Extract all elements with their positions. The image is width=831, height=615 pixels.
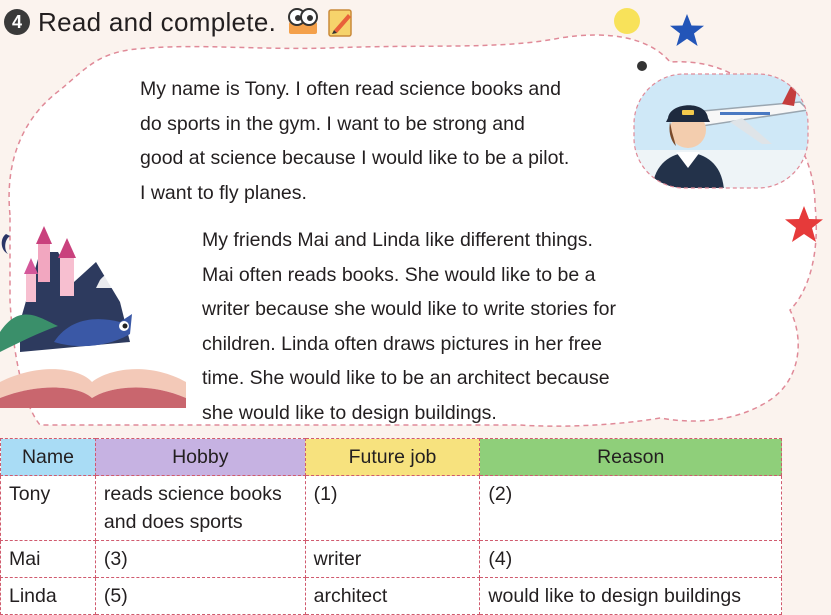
cell-job: writer	[305, 541, 480, 578]
open-book-castle-illustration	[0, 222, 186, 418]
cell-job: architect	[305, 578, 480, 615]
cell-hobby-blank[interactable]: (5)	[95, 578, 305, 615]
cell-name: Linda	[1, 578, 96, 615]
reading-eyes-icon	[286, 6, 320, 36]
text-line: time. She would like to be an architect because	[202, 367, 610, 389]
pilot-illustration	[632, 72, 810, 190]
yellow-dot	[612, 6, 642, 36]
pencil-icon	[326, 6, 356, 38]
text-line: good at science because I would like to be a pilot.	[140, 147, 570, 169]
cell-name: Mai	[1, 541, 96, 578]
header-reason: Reason	[480, 439, 782, 476]
cell-reason: would like to design buildings	[480, 578, 782, 615]
text-line: My name is Tony. I often read science books and	[140, 78, 561, 100]
table-header-row	[1, 439, 782, 476]
exercise-title: Read and complete.	[38, 6, 277, 37]
text-line: writer because she would like to write stories for	[202, 298, 617, 320]
text-line: she would like to design buildings.	[202, 401, 497, 424]
passage-paragraph-2	[202, 223, 616, 430]
text-line: do sports in the gym. I want to be strong and	[140, 112, 525, 135]
cell-hobby-blank[interactable]: (3)	[95, 541, 305, 578]
blue-star-icon	[668, 12, 706, 48]
completion-table-wrapper	[0, 438, 782, 615]
passage-paragraph-1	[140, 72, 569, 210]
exercise-number: 4	[4, 9, 30, 35]
cell-hobby-line: reads science books	[103, 483, 282, 505]
text-line: children. Linda often draws pictures in her free	[202, 332, 602, 355]
table-row	[1, 541, 782, 578]
cell-reason-blank[interactable]: (2)	[480, 476, 782, 541]
cell-hobby-line: and does sports	[103, 511, 243, 533]
completion-table	[0, 438, 782, 615]
cell-job-blank[interactable]: (1)	[305, 476, 480, 541]
dark-dot	[636, 60, 648, 72]
cell-hobby	[95, 476, 305, 541]
text-line: I want to fly planes.	[140, 181, 307, 204]
header-name: Name	[1, 439, 96, 476]
header-hobby: Hobby	[95, 439, 305, 476]
red-star-icon	[783, 204, 825, 244]
exercise-header	[4, 4, 356, 40]
text-line: Mai often reads books. She would like to be a	[202, 263, 596, 286]
table-row	[1, 476, 782, 541]
header-future-job: Future job	[305, 439, 480, 476]
table-row	[1, 578, 782, 615]
cell-reason-blank[interactable]: (4)	[480, 541, 782, 578]
text-line: My friends Mai and Linda like different things.	[202, 229, 593, 251]
cell-name: Tony	[1, 476, 96, 541]
